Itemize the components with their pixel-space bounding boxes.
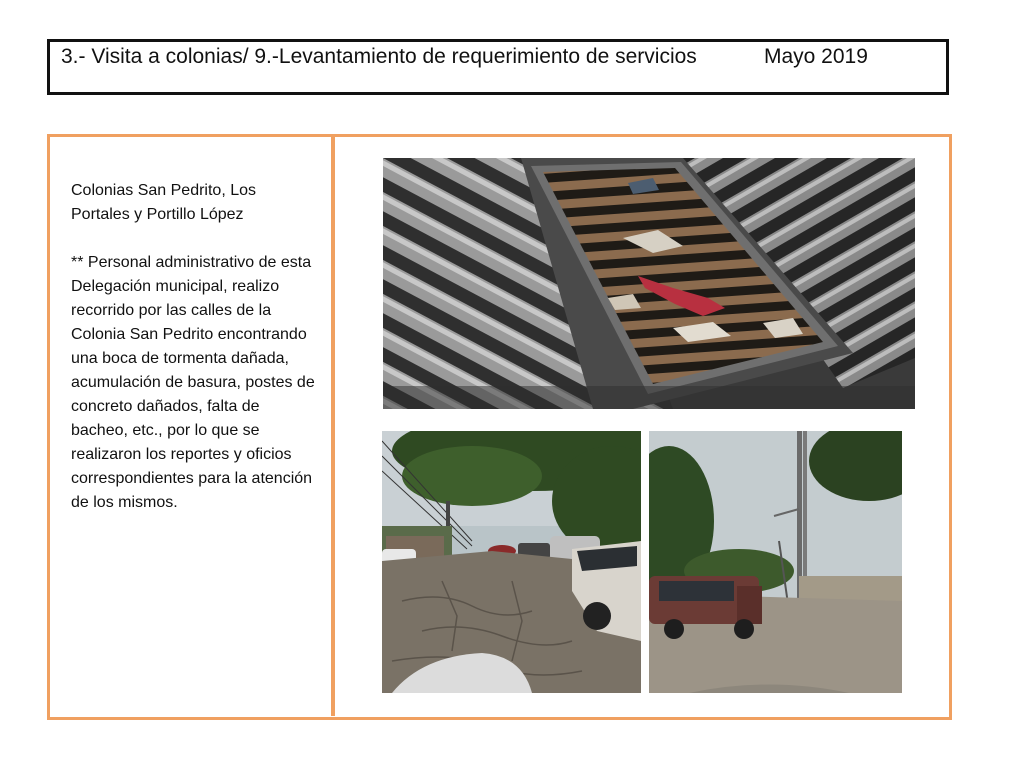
street-photo-1 — [382, 431, 641, 693]
description-panel — [71, 179, 319, 515]
title-box — [47, 39, 949, 95]
slide-title: 3.- Visita a colonias/ 9.-Levantamiento de requerimiento de servicios — [61, 45, 697, 68]
frame-divider — [331, 134, 335, 716]
street-photo-2 — [649, 431, 902, 693]
description-text: ** Personal administrativo de esta Delegación municipal, realizo recorrido por las calles de la Colonia San Pedrito encontrando una boca de tormenta dañada, acumulación de basura, postes de concreto dañados, falta de bacheo, etc., por lo que se realizaron los reportes y oficios correspondientes para la atención de los mismos. — [71, 254, 315, 511]
slide-date: Mayo 2019 — [764, 45, 868, 68]
colonias-text: Colonias San Pedrito, Los Portales y Portillo López — [71, 182, 256, 223]
storm-drain-photo — [383, 158, 915, 409]
